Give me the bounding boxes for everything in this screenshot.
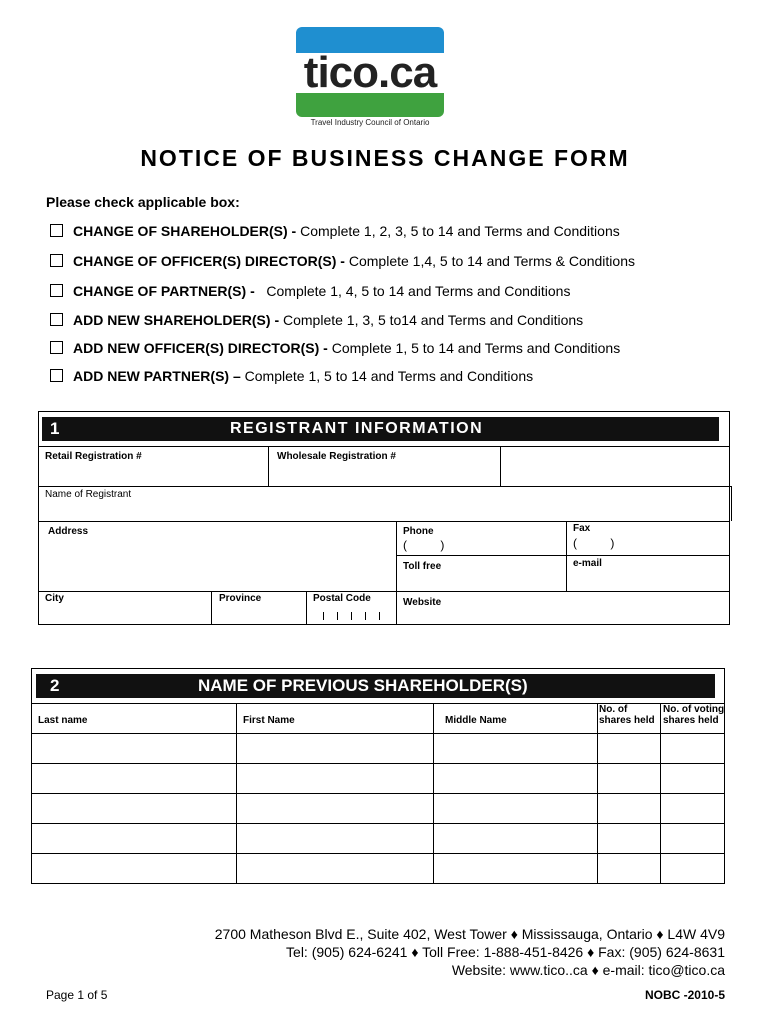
option-change-shareholder: CHANGE OF SHAREHOLDER(S) - Complete 1, 2, 3, 5 to 14 and Terms and Conditions <box>50 223 620 239</box>
fax-label: Fax <box>573 523 591 534</box>
retail-registration-label: Retail Registration # <box>45 451 142 462</box>
table-row[interactable] <box>31 734 725 763</box>
email-field[interactable] <box>573 570 729 590</box>
section1-header <box>42 417 719 441</box>
postal-code-label: Postal Code <box>313 593 371 604</box>
checkbox[interactable] <box>50 341 63 354</box>
footer-address: 2700 Matheson Blvd E., Suite 402, West Tower ♦ Mississauga, Ontario ♦ L4W 4V9 <box>214 926 725 942</box>
instruction-text: Please check applicable box: <box>46 194 240 210</box>
fax-field[interactable]: ( ) <box>573 536 615 550</box>
website-field[interactable] <box>397 610 729 624</box>
registrant-name-field[interactable] <box>38 500 730 520</box>
section2-header <box>36 674 715 698</box>
address-label: Address <box>48 526 89 537</box>
col-shares-held: No. of shares held <box>599 704 655 726</box>
table-row[interactable] <box>31 764 725 793</box>
table-row[interactable] <box>31 794 725 823</box>
city-field[interactable] <box>38 605 210 624</box>
col-middle-name: Middle Name <box>445 715 507 726</box>
footer-web: Website: www.tico..ca ♦ e-mail: tico@tico.ca <box>451 962 725 978</box>
page-number: Page 1 of 5 <box>46 988 108 1002</box>
option-add-shareholder: ADD NEW SHAREHOLDER(S) - Complete 1, 3, 5 to14 and Terms and Conditions <box>50 312 583 328</box>
wholesale-registration-field[interactable] <box>269 460 500 486</box>
col-last-name: Last name <box>38 715 88 726</box>
city-label: City <box>45 593 64 604</box>
toll-free-field[interactable] <box>403 572 565 590</box>
checkbox[interactable] <box>50 369 63 382</box>
phone-label: Phone <box>403 526 434 537</box>
option-add-partner: ADD NEW PARTNER(S) – Complete 1, 5 to 14 and Terms and Conditions <box>50 368 533 384</box>
website-label: Website <box>403 597 442 608</box>
section2-title: NAME OF PREVIOUS SHAREHOLDER(S) <box>198 676 528 695</box>
checkbox[interactable] <box>50 284 63 297</box>
col-voting-shares: No. of voting shares held <box>663 704 725 726</box>
checkbox[interactable] <box>50 254 63 267</box>
address-field[interactable] <box>38 538 396 590</box>
wholesale-registration-label: Wholesale Registration # <box>277 451 396 462</box>
checkbox[interactable] <box>50 224 63 237</box>
footer-phones: Tel: (905) 624-6241 ♦ Toll Free: 1-888-451-8426 ♦ Fax: (905) 624-8631 <box>286 944 725 960</box>
tico-logo <box>296 27 444 117</box>
table-row[interactable] <box>31 824 725 853</box>
form-code: NOBC -2010-5 <box>644 988 725 1002</box>
option-change-officer: CHANGE OF OFFICER(S) DIRECTOR(S) - Complete 1,4, 5 to 14 and Terms & Conditions <box>50 253 635 269</box>
toll-free-label: Toll free <box>403 561 442 572</box>
logo-text: tico.ca <box>303 48 437 97</box>
postal-code-field[interactable] <box>307 605 395 624</box>
table-row[interactable] <box>31 854 725 883</box>
province-field[interactable] <box>212 605 305 624</box>
email-label: e-mail <box>573 558 602 569</box>
retail-registration-field[interactable] <box>38 460 268 486</box>
section1-title: REGISTRANT INFORMATION <box>230 420 484 437</box>
phone-field[interactable]: ( ) <box>403 538 445 552</box>
form-title: NOTICE OF BUSINESS CHANGE FORM <box>140 145 630 171</box>
province-label: Province <box>219 593 262 604</box>
registrant-name-label: Name of Registrant <box>45 489 132 500</box>
logo-subtitle: Travel Industry Council of Ontario <box>310 118 430 127</box>
checkbox[interactable] <box>50 313 63 326</box>
option-add-officer: ADD NEW OFFICER(S) DIRECTOR(S) - Complete 1, 5 to 14 and Terms and Conditions <box>50 340 620 356</box>
section2-number: 2 <box>50 676 60 695</box>
option-change-partner: CHANGE OF PARTNER(S) - Complete 1, 4, 5 to 14 and Terms and Conditions <box>50 283 570 299</box>
col-first-name: First Name <box>243 715 295 726</box>
section1-number: 1 <box>50 419 60 438</box>
